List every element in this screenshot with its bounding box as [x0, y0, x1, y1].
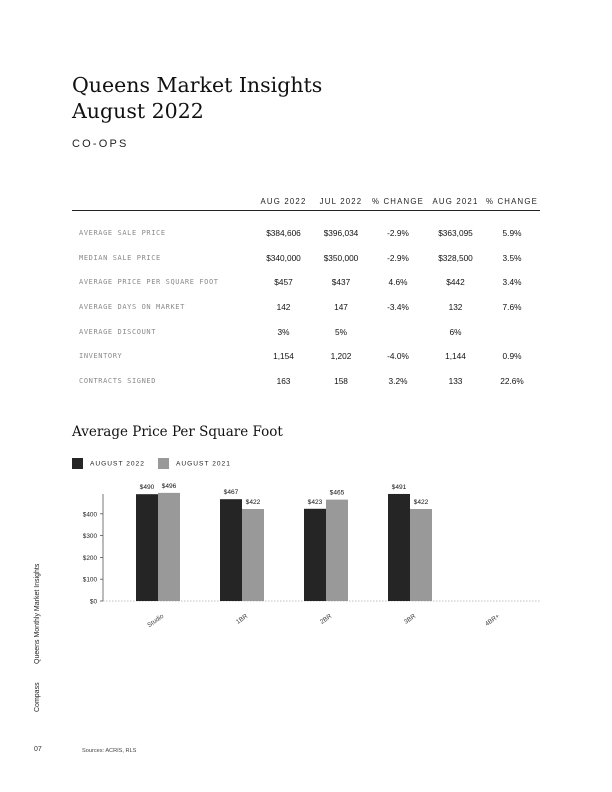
table-cell: -2.9%: [387, 252, 409, 263]
row-label: CONTRACTS SIGNED: [79, 376, 157, 385]
metrics-header-0: [72, 192, 254, 211]
table-cell: 1,144: [445, 351, 466, 362]
bar-studio-1: [158, 493, 180, 601]
table-cell: 5.9%: [502, 228, 522, 239]
page-number: 07: [34, 746, 42, 753]
table-cell: 133: [448, 375, 463, 386]
table-cell: 163: [276, 375, 291, 386]
table-cell: $363,095: [438, 228, 473, 239]
bar-1br-0: [220, 499, 242, 601]
table-cell: 3.5%: [502, 252, 522, 263]
table-row: [72, 295, 540, 320]
metrics-header-5: % CHANGE: [485, 196, 539, 206]
table-cell: 1,202: [330, 351, 352, 362]
row-label: MEDIAN SALE PRICE: [79, 253, 161, 262]
publication-name: Queens Monthly Market Insights: [34, 563, 41, 664]
x-tick-label: 2BR: [318, 612, 334, 626]
table-cell: 1,154: [273, 351, 294, 362]
bar-data-label: $465: [329, 489, 345, 497]
table-cell: $328,500: [438, 252, 473, 263]
table-cell: 5%: [335, 326, 347, 337]
table-cell: 3.4%: [502, 277, 522, 288]
y-tick-label: $300: [82, 533, 97, 541]
table-cell: $442: [446, 277, 465, 288]
row-label: AVERAGE DAYS ON MARKET: [79, 303, 185, 312]
bar-studio-0: [136, 494, 158, 601]
legend-item-aug-2022: [72, 458, 145, 469]
table-cell: 6%: [449, 326, 462, 337]
table-cell: $437: [331, 277, 351, 288]
table-cell: [484, 319, 540, 344]
table-cell: -3.4%: [387, 302, 409, 313]
table-cell: 0.9%: [502, 351, 522, 362]
y-tick-label: $200: [82, 554, 97, 562]
y-tick-label: $100: [82, 576, 97, 584]
x-tick-label: 4BR+: [483, 612, 502, 628]
table-row: [72, 344, 540, 369]
brand-name: Compass: [34, 682, 41, 712]
table-cell: 4.6%: [388, 277, 408, 288]
legend-item-aug-2021: [158, 458, 231, 469]
metrics-table: [72, 192, 540, 393]
bar-data-label: $491: [391, 483, 407, 491]
table-cell: $396,034: [323, 228, 359, 239]
metrics-header-1: AUG 2022: [260, 196, 307, 206]
bar-data-label: $490: [139, 484, 155, 492]
bar-data-label: $496: [161, 482, 177, 490]
x-tick-label: 3BR: [402, 612, 418, 626]
y-tick-label: $0: [89, 598, 97, 606]
legend-swatch-aug-2021: [158, 458, 169, 469]
legend-label-aug-2022: AUGUST 2022: [90, 460, 145, 468]
bar-data-label: $467: [223, 489, 239, 497]
table-cell: 147: [334, 302, 348, 313]
sources-note: Sources: ACRIS, RLS: [82, 748, 137, 754]
table-row: [72, 369, 540, 394]
metrics-header-row: [72, 192, 540, 211]
table-row: [72, 211, 540, 246]
table-row: [72, 270, 540, 295]
table-cell: $384,606: [266, 228, 301, 239]
metrics-body: [72, 211, 540, 394]
page-title-line-2: August 2022: [72, 99, 204, 123]
bar-2br-0: [304, 509, 326, 601]
bar-data-label: $423: [307, 498, 323, 506]
metrics-header-4: AUG 2021: [432, 196, 479, 206]
table-cell: $350,000: [323, 252, 359, 263]
table-cell: -2.9%: [387, 228, 409, 239]
table-cell: 3.2%: [388, 375, 408, 386]
row-label: AVERAGE DISCOUNT: [79, 327, 157, 336]
table-row: [72, 319, 540, 344]
table-cell: -4.0%: [387, 351, 409, 362]
bar-3br-0: [388, 494, 410, 601]
bar-data-label: $422: [245, 499, 261, 507]
table-cell: 7.6%: [502, 302, 522, 313]
table-cell: 22.6%: [500, 375, 524, 386]
row-label: AVERAGE PRICE PER SQUARE FOOT: [79, 278, 219, 287]
page-title: [72, 72, 322, 124]
bar-data-label: $422: [413, 499, 429, 507]
bar-2br-1: [326, 500, 348, 601]
table-cell: $457: [274, 277, 293, 288]
metrics-header-3: % CHANGE: [371, 196, 425, 206]
table-cell: 142: [276, 302, 291, 313]
legend-label-aug-2021: AUGUST 2021: [176, 460, 231, 468]
table-cell: 132: [448, 302, 463, 313]
table-row: [72, 246, 540, 271]
chart-title: Average Price Per Square Foot: [72, 424, 283, 440]
row-label: AVERAGE SALE PRICE: [79, 229, 166, 238]
table-cell: $340,000: [266, 252, 301, 263]
table-cell: 158: [334, 375, 348, 386]
table-cell: 3%: [277, 326, 290, 337]
price-per-sqft-chart: [40, 478, 560, 638]
row-label: INVENTORY: [79, 352, 123, 361]
y-tick-label: $400: [82, 511, 97, 519]
metrics-header-2: JUL 2022: [319, 196, 363, 206]
page-title-line-1: Queens Market Insights: [72, 73, 323, 97]
table-cell: [369, 319, 427, 344]
bar-3br-1: [410, 509, 432, 601]
section-subtitle: CO-OPS: [72, 138, 129, 150]
legend-swatch-aug-2022: [72, 458, 83, 469]
x-tick-label: Studio: [146, 612, 166, 630]
x-tick-label: 1BR: [234, 612, 250, 626]
bar-1br-1: [242, 509, 264, 601]
